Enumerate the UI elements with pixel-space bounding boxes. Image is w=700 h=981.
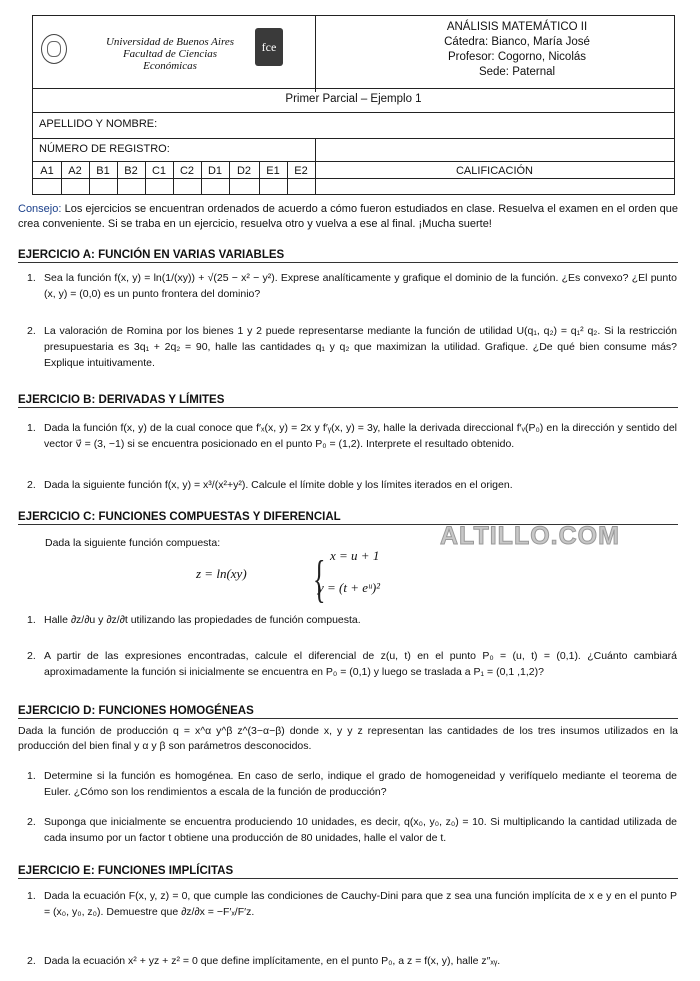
- exercise-number: 2.: [27, 479, 36, 491]
- divider: [33, 88, 674, 89]
- register-field-label: NÚMERO DE REGISTRO:: [39, 143, 170, 155]
- exercise-a1: [27, 270, 677, 304]
- faculty-logo-icon: fce: [255, 28, 283, 66]
- composite-intro: Dada la siguiente función compuesta:: [45, 537, 221, 549]
- exercise-text: La valoración de Romina por los bienes 1 y 2 puede representarse mediante la función de utilidad U(q₁, q₂) = q₁² q₂. Si la restricción presupuestaria es 3q₁ + 2q₂ = 90, halle las cantidades q₁ y q₂ que maximizan la utilidad. Grafique. ¿De qué bien consume más? Explique intuitivamente.: [44, 325, 677, 369]
- exam-title: Primer Parcial – Ejemplo 1: [285, 93, 422, 105]
- exercise-number: 2.: [27, 325, 36, 337]
- section-e-title: EJERCICIO E: FUNCIONES IMPLÍCITAS: [18, 865, 678, 879]
- grade-label: CALIFICACIÓN: [455, 165, 533, 177]
- x-equation: x = u + 1: [330, 548, 380, 563]
- exercise-text: Suponga que inicialmente se encuentra produciendo 10 unidades, es decir, q(x₀, y₀, z₀) = 10. Si multiplicando la cantidad utilizada de cada insumo por un factor t obtiene una producción de 80 unidades, halle el valor de t.: [44, 816, 677, 844]
- exercise-number: 1.: [27, 770, 36, 782]
- exercise-b1: [27, 420, 677, 470]
- grade-column-a1: A1: [40, 165, 54, 177]
- watermark: ALTILLO.COM: [440, 522, 620, 550]
- advice-paragraph: Consejo: Los ejercicios se encuentran ordenados de acuerdo a cómo fueron estudiados en clase. Resuelva el examen en el orden que crea conveniente. Si se traba en un ejercicio, resuelva otro y vuelva a ese al final. ¡Mucha suerte!: [18, 203, 678, 230]
- exercise-number: 2.: [27, 650, 36, 662]
- grade-column-c2: C2: [179, 165, 195, 177]
- exercise-number: 2.: [27, 816, 36, 828]
- exercise-text: Halle ∂z/∂u y ∂z/∂t utilizando las propiedades de función compuesta.: [44, 614, 361, 626]
- exercise-text: Dada la ecuación F(x, y, z) = 0, que cumple las condiciones de Cauchy-Dini para que z sea una función implícita de x e y en el punto P = (x₀, y₀, z₀). Demuestre que ∂z/∂x = −F′ₓ/F′z.: [44, 890, 677, 918]
- divider: [33, 138, 674, 139]
- exercise-a2: [27, 323, 677, 373]
- grade-column-e1: E1: [266, 165, 280, 177]
- exercise-e2: [27, 953, 677, 973]
- university-name: Universidad de Buenos Aires Facultad de Ciencias Económicas: [105, 36, 234, 72]
- exercise-c2: [27, 648, 677, 696]
- brace-icon: {: [313, 551, 326, 608]
- exercise-b2: [27, 477, 677, 495]
- course-info: ANÁLISIS MATEMÁTICO II Cátedra: Bianco, María José Profesor: Cogorno, Nicolás Sede: Paternal: [444, 21, 590, 78]
- exercise-text: Determine si la función es homogénea. En caso de serlo, indique el grado de homogeneidad y verifíquelo mediante el teorema de Euler. ¿Cómo son los rendimientos a escala de la función de producción?: [44, 770, 677, 798]
- exercise-number: 1.: [27, 890, 36, 902]
- exercise-number: 2.: [27, 955, 36, 967]
- divider: [33, 161, 674, 162]
- grade-column-b2: B2: [124, 165, 138, 177]
- exercise-number: 1.: [27, 614, 36, 626]
- z-equation: z = ln(xy): [196, 566, 247, 581]
- divider: [315, 16, 316, 92]
- production-intro: Dada la función de producción q = x^α y^β z^(3−α−β) donde x, y y z representan las cantidades de los tres insumos utilizados en la producción del bien final y α y β son parámetros desconocidos.: [18, 725, 678, 752]
- exam-header: [32, 15, 675, 195]
- exercise-number: 1.: [27, 422, 36, 434]
- exercise-text: Dada la ecuación x² + yz + z² = 0 que define implícitamente, en el punto P₀, a z = f(x, y), halle z″ₓᵧ.: [44, 955, 501, 967]
- exercise-text: Dada la siguiente función f(x, y) = x³/(x²+y²). Calcule el límite doble y los límites iterados en el origen.: [44, 479, 513, 491]
- grade-column-d2: D2: [236, 165, 252, 177]
- grade-column-e2: E2: [294, 165, 308, 177]
- section-a-title: EJERCICIO A: FUNCIÓN EN VARIAS VARIABLES: [18, 249, 678, 263]
- exercise-c1: [27, 612, 677, 634]
- exercise-text: Sea la función f(x, y) = ln(1/(xy)) + √(25 − x² − y²). Exprese analíticamente y grafique el dominio de la función. ¿Es convexo? ¿El punto (x, y) = (0,0) es un punto frontera del dominio?: [44, 272, 677, 300]
- y-equation: y = (t + eᵘ)²: [318, 580, 381, 595]
- divider: [33, 112, 674, 113]
- grade-column-d1: D1: [207, 165, 223, 177]
- exercise-number: 1.: [27, 272, 36, 284]
- advice-label: Consejo:: [18, 203, 62, 215]
- name-field-label: APELLIDO Y NOMBRE:: [39, 118, 158, 130]
- university-seal-icon: [41, 34, 67, 64]
- section-b-title: EJERCICIO B: DERIVADAS Y LÍMITES: [18, 394, 678, 408]
- grade-column-b1: B1: [96, 165, 110, 177]
- grade-column-a2: A2: [68, 165, 82, 177]
- exercise-d2: [27, 814, 677, 846]
- exercise-e1: [27, 888, 677, 928]
- section-d-title: EJERCICIO D: FUNCIONES HOMOGÉNEAS: [18, 705, 678, 719]
- exercise-d1: [27, 768, 677, 800]
- grade-column-c1: C1: [151, 165, 167, 177]
- section-c-title: EJERCICIO C: FUNCIONES COMPUESTAS Y DIFERENCIAL: [18, 511, 678, 525]
- exercise-text: A partir de las expresiones encontradas, calcule el diferencial de z(u, t) en el punto P₀ = (u, t) = (0,1). ¿Cuánto cambiará aproximadamente la función si inicialmente se encuentra en P₀ = (0,1) y luego se traslada a P₁ = (0,1 ,1,2)?: [44, 650, 677, 678]
- exercise-text: Dada la función f(x, y) de la cual conoce que f′ₓ(x, y) = 2x y f′ᵧ(x, y) = 3y, halle la derivada direccional f′ᵥ(P₀) en la dirección y sentido del vector v⃗ = (3, −1) si se encuentra posicionado en el punto P₀ = (1,2). Interprete el resultado obtenido.: [44, 422, 677, 450]
